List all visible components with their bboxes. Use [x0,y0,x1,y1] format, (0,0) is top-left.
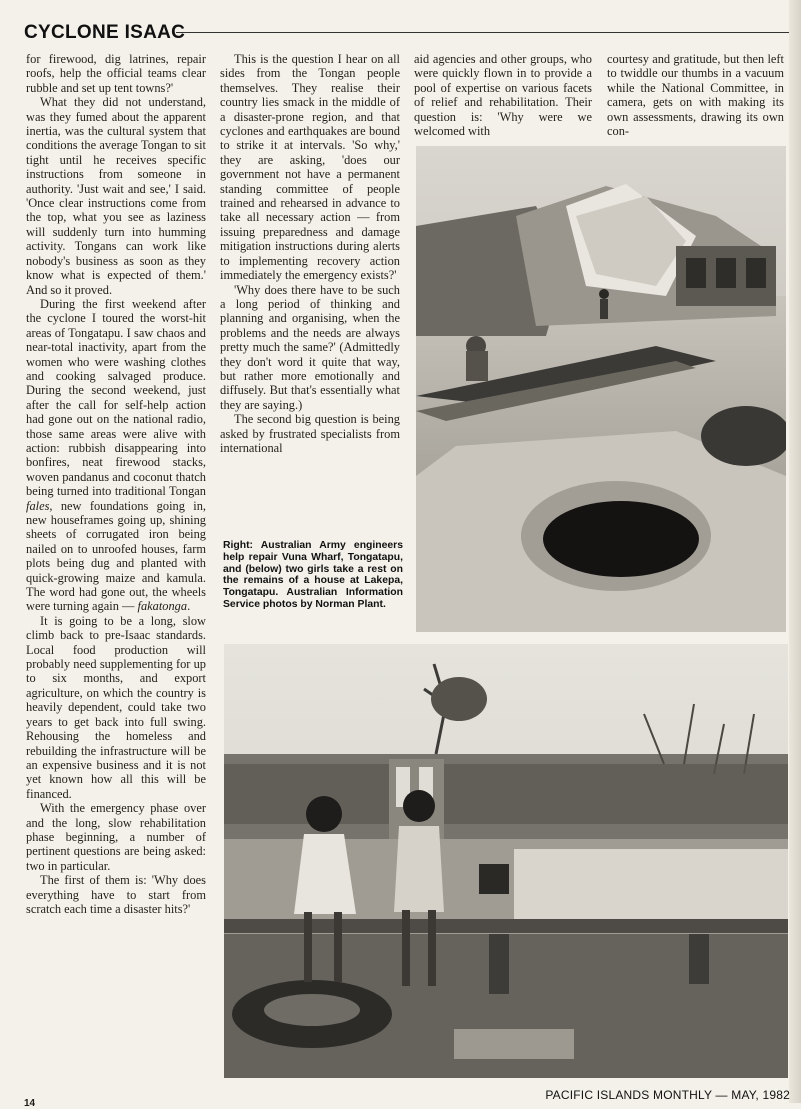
photo-caption: Right: Australian Army engineers help repair Vuna Wharf, Tongatapu, and (below) two girls take a rest on the remains of a house at Lakepa, Tongatapu. Australian Information Service photos by Norman Plant. [223,540,403,610]
girls-on-house-remains-photo [224,644,788,1078]
paragraph: What they did not understand, was they fumed about the apparent inertia, was the cultural system that conditions the average Tongan to sit tight until he receives specific instructions from someone in authority. 'Just wait and see,' I said. 'Once clear instructions come from the top, what you see as laziness will suddenly turn into humming activity. Tongans can work like nobody's business as soon as they know what is expected of them.' And so it proved. [26,95,206,297]
paragraph: courtesy and gratitude, but then left to twiddle our thumbs in a vacuum while the National Committee, in camera, gets on with making its own assessments, drawing its own con- [607,52,784,139]
page-number: 14 [24,1098,36,1109]
paragraph: The second big question is being asked by frustrated specialists from international [220,412,400,455]
italic-term: fakatonga [137,599,188,614]
paragraph: 'Why does there have to be such a long period of thinking and planning and organising, when the problems and the needs are always pretty much the same?' (Admittedly they don't word it quite that way, but rather more emotionally and diffusely. But that's essentially what they are saying.) [220,282,400,412]
page-edge [789,0,801,1103]
wharf-photo-graphic [416,146,786,632]
paragraph: With the emergency phase over and the long, slow rehabilitation phase beginning, a number of pertinent questions are being asked: two in particular. [26,801,206,873]
article-column-3 [414,52,592,144]
section-title: CYCLONE ISAAC [24,22,186,43]
article-column-4 [607,52,784,144]
paragraph: for firewood, dig latrines, repair roofs, help the official teams clear rubble and set up tent towns?' [26,52,206,95]
paragraph: During the first weekend after the cyclone I toured the worst-hit areas of Tongatapu. I saw chaos and near-total inactivity, apart from the women who were washing clothes and cooking salvaged produce. During the second weekend, just after the call for self-help action had gone out on the national radio, those same areas were alive with action: rubbish disappearing into bonfires, neat firewood stacks, woven pandanus and coconut thatch being turned into traditional Tongan fales, new foundations going in, new houseframes going up, shining sheets of corrugated iron being nailed on to unroofed houses, farm plots being dug and planted with quick-growing maize and kamula. The word had gone out, the wheels were turning again — fakatonga. [26,296,206,614]
page-footer: PACIFIC ISLANDS MONTHLY — MAY, 1982 [545,1088,790,1102]
girls-photo-graphic [224,644,788,1078]
article-column-1 [26,52,206,1082]
paragraph: The first of them is: 'Why does everything have to start from scratch each time a disaster hits?' [26,873,206,916]
page-header [24,22,789,46]
paragraph: This is the question I hear on all sides from the Tongan people themselves. They realise their country lies smack in the middle of a disaster-prone region, and that cyclones and earthquakes are bound to strike it at intervals. 'So why,' they are asking, 'does our government not have a permanent standing committee of people trained and rehearsed in advance to take all necessary action — from issuing preparedness and damage mitigation instructions during alerts to implementing recovery action immediately the emergency exists?' [220,52,400,283]
paragraph-text: , new foundations going in, new houseframes going up, shining sheets of corrugated iron being nailed on to unroofed houses, farm plots being dug and planted with quick-growing maize and kamula. The word had gone out, the wheels were turning again — [26,498,206,614]
article-column-2 [220,52,400,527]
italic-term: fales [26,498,50,513]
paragraph-text: During the first weekend after the cyclone I toured the worst-hit areas of Tongatapu. I saw chaos and near-total inactivity, apart from the women who were washing clothes and cooking salvaged produce. During the second weekend, just after the call for self-help action had gone out on the national radio, those same areas were alive with action: rubbish disappearing into bonfires, neat firewood stacks, woven pandanus and coconut thatch being turned into traditional Tongan [26,296,206,499]
header-rule [176,32,789,33]
wharf-repair-photo [416,146,786,632]
paragraph: It is going to be a long, slow climb back to pre-Isaac standards. Local food production will probably need supplementing for up to six months, and export agriculture, on which the country is heavily dependent, could take two years to get back into full swing. Rehousing the homeless and rebuilding the infrastructure will be an expensive business and it is not yet known how all this will be financed. [26,613,206,801]
paragraph: aid agencies and other groups, who were quickly flown in to provide a pool of expertise on various facets of relief and rehabilitation. Their question is: 'Why were we welcomed with [414,52,592,139]
